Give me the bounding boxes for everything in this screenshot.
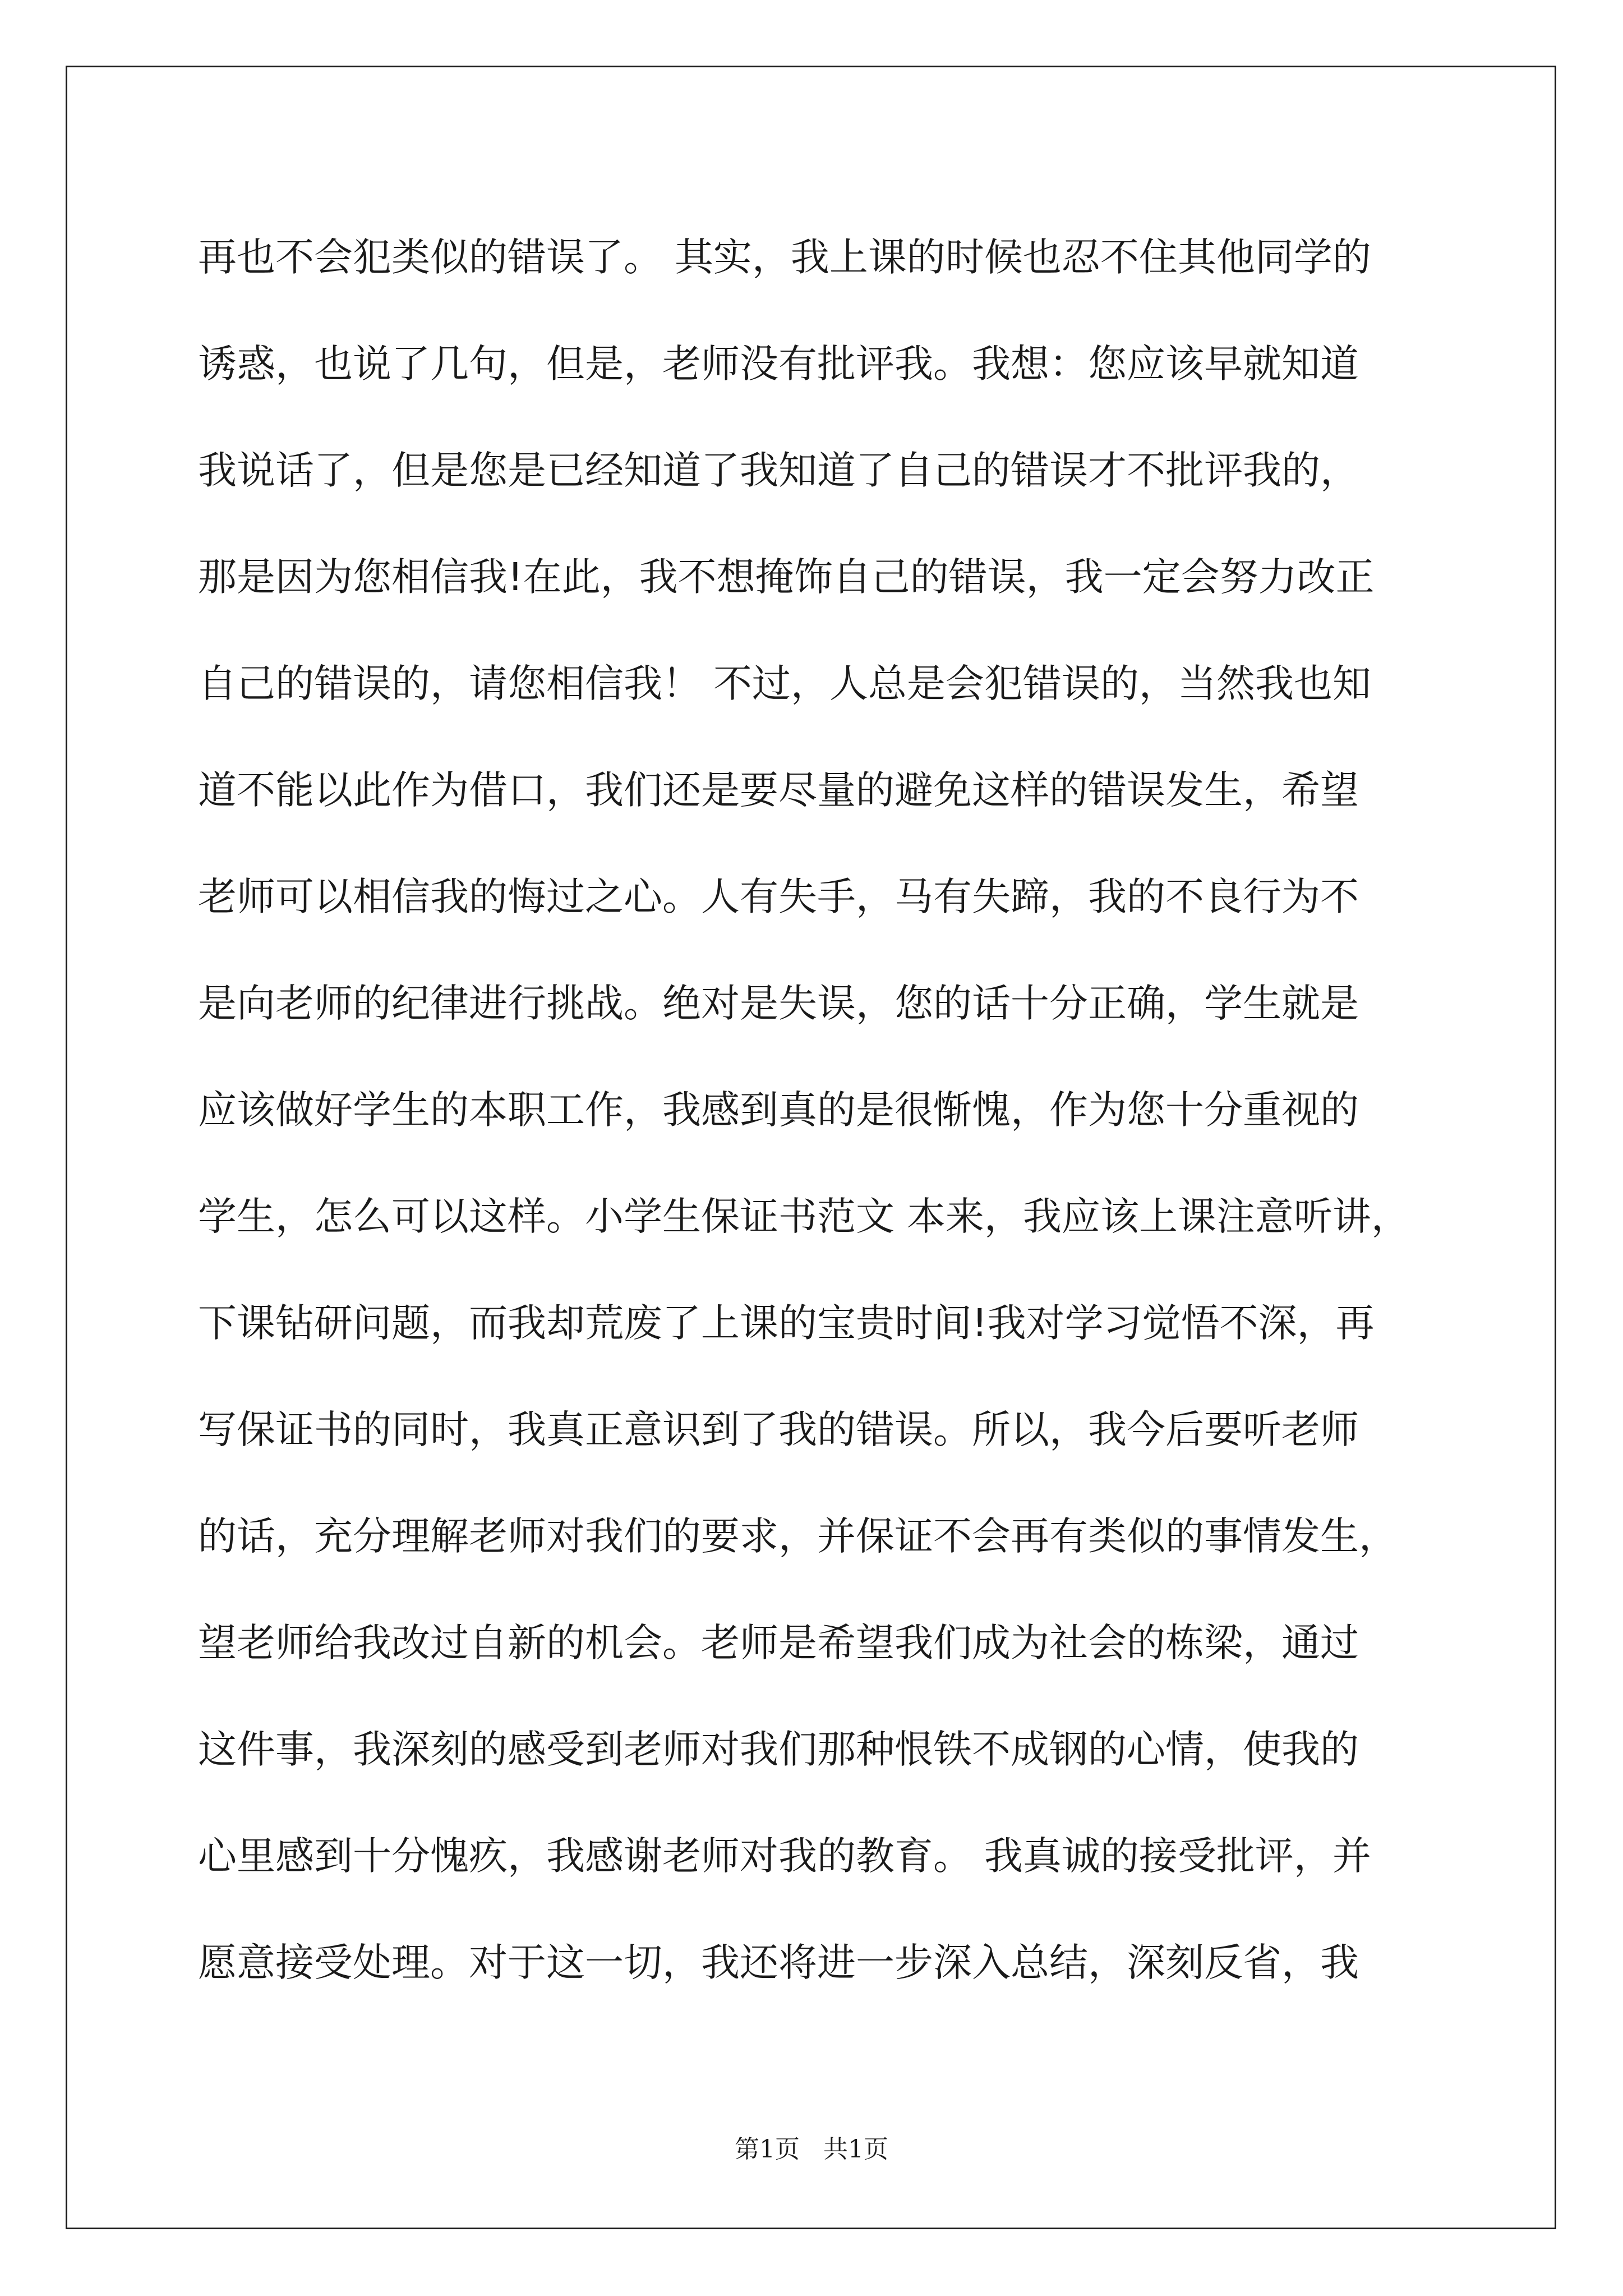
text-line: 写保证书的同时，我真正意识到了我的错误。所以，我今后要听老师: [198, 1407, 1359, 1452]
text-line: 心里感到十分愧疚，我感谢老师对我的教育。 我真诚的接受批评，并: [198, 1834, 1371, 1879]
text-line: 下课钻研问题，而我却荒废了上课的宝贵时间!我对学习觉悟不深，再: [198, 1301, 1375, 1346]
text-line: 老师可以相信我的悔过之心。人有失手，马有失蹄，我的不良行为不: [198, 875, 1359, 919]
text-line: 是向老师的纪律进行挑战。绝对是失误，您的话十分正确，学生就是: [198, 981, 1359, 1026]
text-line: 愿意接受处理。对于这一切，我还将进一步深入总结，深刻反省，我: [198, 1940, 1359, 1985]
text-line: 望老师给我改过自新的机会。老师是希望我们成为社会的栋梁，通过: [198, 1621, 1359, 1665]
text-line: 应该做好学生的本职工作，我感到真的是很惭愧，作为您十分重视的: [198, 1088, 1359, 1133]
text-line: 我说话了，但是您是已经知道了我知道了自己的错误才不批评我的，: [198, 448, 1359, 493]
text-line: 自己的错误的，请您相信我！ 不过，人总是会犯错误的，当然我也知: [198, 661, 1371, 706]
text-line: 那是因为您相信我!在此，我不想掩饰自己的错误，我一定会努力改正: [198, 555, 1375, 600]
text-line: 再也不会犯类似的错误了。 其实，我上课的时候也忍不住其他同学的: [198, 235, 1371, 280]
text-line: 的话，充分理解老师对我们的要求，并保证不会再有类似的事情发生，: [198, 1514, 1398, 1559]
text-line: 这件事，我深刻的感受到老师对我们那种恨铁不成钢的心情，使我的: [198, 1727, 1359, 1772]
document-body: [198, 204, 1432, 2016]
text-line: 诱惑，也说了几句，但是，老师没有批评我。我想：您应该早就知道: [198, 342, 1359, 386]
text-line: 学生，怎么可以这样。小学生保证书范文 本来，我应该上课注意听讲，: [198, 1194, 1410, 1239]
text-line: 道不能以此作为借口，我们还是要尽量的避免这样的错误发生，希望: [198, 768, 1359, 813]
page-number-footer: 第1页 共1页: [735, 2135, 888, 2164]
